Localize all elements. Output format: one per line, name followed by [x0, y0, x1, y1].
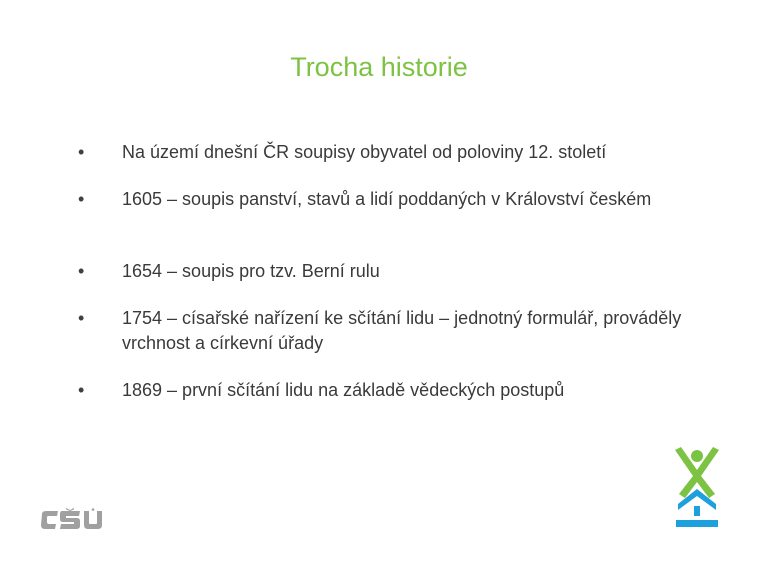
- bullet-text: Na území dnešní ČR soupisy obyvatel od poloviny 12. století: [122, 142, 607, 162]
- bullet-dot-icon: •: [78, 261, 85, 281]
- bullet-dot-icon: •: [78, 380, 85, 400]
- bullet-dot-icon: •: [78, 308, 85, 328]
- csu-logo-icon: [40, 508, 104, 532]
- bullet-dot-icon: •: [78, 189, 85, 209]
- bullet-text: 1869 – první sčítání lidu na základě vědeckých postupů: [122, 380, 565, 400]
- census-figure-logo-icon: [672, 444, 722, 530]
- bullet-text: 1754 – císařské nařízení ke sčítání lidu – jednotný formulář, prováděly vrchnost a církevní úřady: [122, 308, 682, 353]
- bullet-text: 1654 – soupis pro tzv. Berní rulu: [122, 261, 380, 281]
- slide-title: Trocha historie: [290, 52, 468, 82]
- bullet-text: 1605 – soupis panství, stavů a lidí poddaných v Království českém: [122, 189, 652, 209]
- bullet-dot-icon: •: [78, 142, 85, 162]
